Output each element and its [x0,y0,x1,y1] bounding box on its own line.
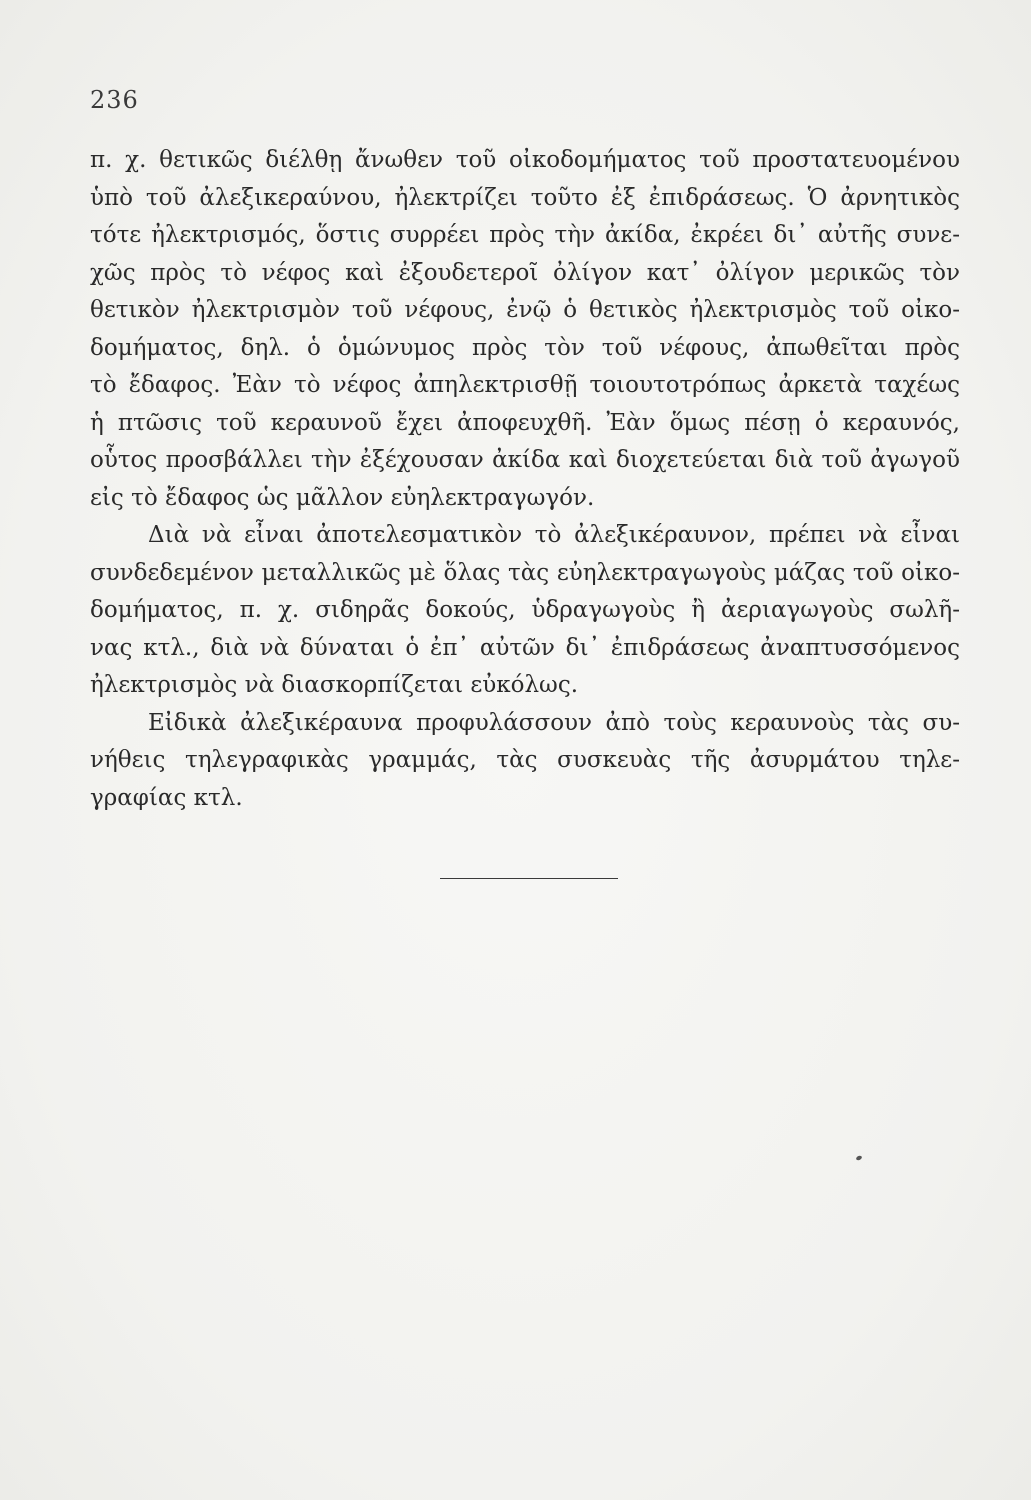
paragraph-1 [90,142,960,517]
text-line: νας κτλ., διὰ νὰ δύναται ὁ ἐπ᾽ αὐτῶν δι᾽ ἐπιδράσεως ἀναπτυσσόμενος [90,634,960,661]
text-line: εἰς τὸ ἔδαφος ὡς μᾶλλον εὐηλεκτραγωγόν. [90,484,595,511]
text-line: Διὰ νὰ εἶναι ἀποτελεσματικὸν τὸ ἀλεξικέραυνον, πρέπει νὰ εἶναι [148,522,960,548]
text-line: οὗτος προσβάλλει τὴν ἐξέχουσαν ἀκίδα καὶ διοχετεύεται διὰ τοῦ ἀγωγοῦ [90,447,960,473]
body-text [90,142,960,817]
ink-speck [855,1155,862,1161]
text-line: θετικὸν ἠλεκτρισμὸν τοῦ νέφους, ἐνῷ ὁ θετικὸς ἠλεκτρισμὸς τοῦ οἰκο- [90,297,960,323]
text-line: τότε ἠλεκτρισμός, ὅστις συρρέει πρὸς τὴν ἀκίδα, ἐκρέει δι᾽ αὐτῆς συνε- [90,222,960,248]
text-line: π. χ. θετικῶς διέλθῃ ἄνωθεν τοῦ οἰκοδομήματος τοῦ προστατευομένου [90,147,960,173]
text-line: δομήματος, δηλ. ὁ ὁμώνυμος πρὸς τὸν τοῦ νέφους, ἀπωθεῖται πρὸς [90,334,960,361]
text-line: τὸ ἔδαφος. Ἐὰν τὸ νέφος ἀπηλεκτρισθῇ τοιουτοτρόπως ἀρκετὰ ταχέως [90,372,960,398]
text-line: χῶς πρὸς τὸ νέφος καὶ ἐξουδετεροῖ ὀλίγον κατ᾽ ὀλίγον μερικῶς τὸν [90,259,960,286]
text-line: Εἰδικὰ ἀλεξικέραυνα προφυλάσσουν ἀπὸ τοὺς κεραυνοὺς τὰς συ- [148,709,960,736]
text-line: γραφίας κτλ. [90,784,243,811]
text-line: δομήματος, π. χ. σιδηρᾶς δοκούς, ὑδραγωγοὺς ἢ ἀεριαγωγοὺς σωλῆ- [90,597,960,623]
text-line: συνδεδεμένον μεταλλικῶς μὲ ὅλας τὰς εὐηλεκτραγωγοὺς μάζας τοῦ οἰκο- [90,559,960,586]
text-line: ἠλεκτρισμὸς νὰ διασκορπίζεται εὐκόλως. [90,672,579,698]
section-divider [440,878,618,879]
text-line: νήθεις τηλεγραφικὰς γραμμάς, τὰς συσκευὰς τῆς ἀσυρμάτου τηλε- [90,747,960,773]
paragraph-3 [90,705,960,818]
page-number: 236 [90,86,139,114]
paragraph-2 [90,517,960,705]
text-line: ὑπὸ τοῦ ἀλεξικεραύνου, ἠλεκτρίζει τοῦτο ἐξ ἐπιδράσεως. Ὁ ἀρνητικὸς [90,184,960,211]
text-line: ἡ πτῶσις τοῦ κεραυνοῦ ἔχει ἀποφευχθῆ. Ἐὰν ὅμως πέσῃ ὁ κεραυνός, [90,409,960,436]
